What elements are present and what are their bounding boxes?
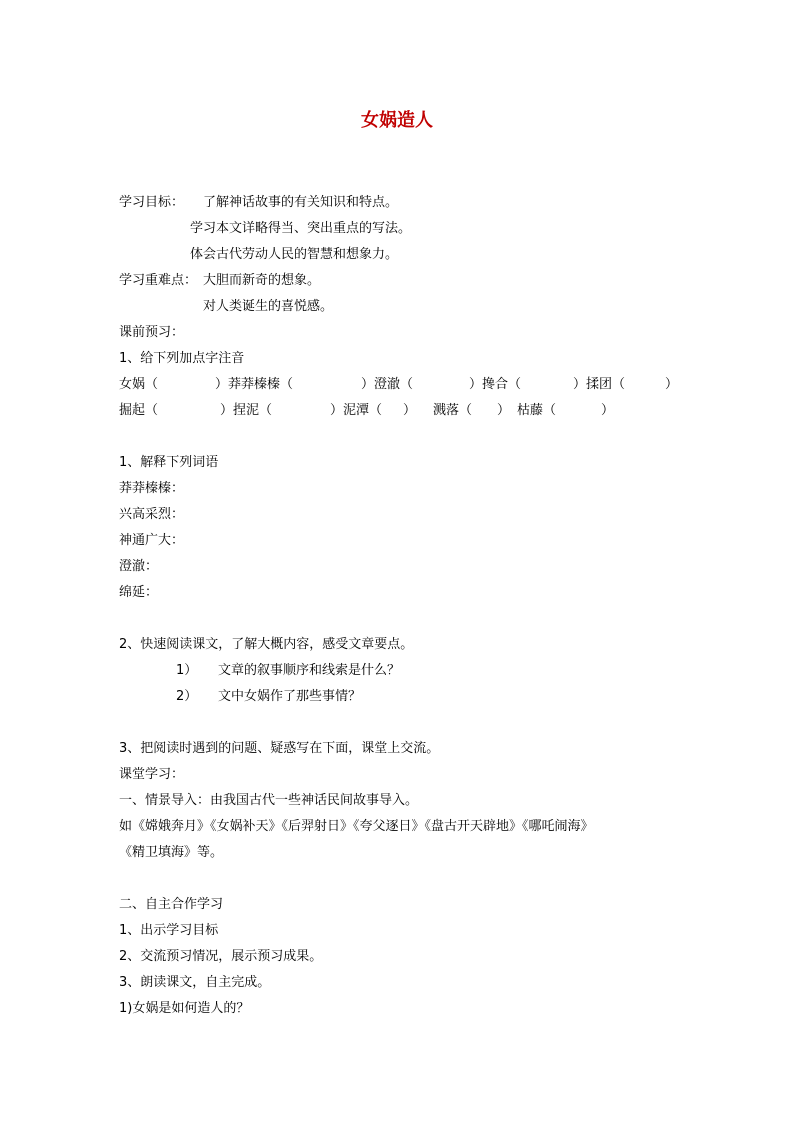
- pinyin-item: ）搀合（: [469, 377, 522, 392]
- section-intro-examples: 《精卫填海》等。: [119, 845, 224, 860]
- pinyin-item: ）: [497, 403, 511, 418]
- pinyin-item: ）莽莽榛榛（: [215, 377, 294, 392]
- goal-item: 体会古代劳动人民的智慧和想象力。: [190, 247, 399, 262]
- task-questions: 3、把阅读时遇到的问题、疑惑写在下面，课堂上交流。: [119, 741, 440, 756]
- key-points-label: 学习重难点：: [119, 273, 198, 288]
- task-terms: 1、解释下列词语: [119, 455, 219, 470]
- study-step: 1、出示学习目标: [119, 923, 219, 938]
- study-question: 1)女娲是如何造人的？: [119, 1001, 250, 1016]
- key-point-item: 大胆而新奇的想象。: [203, 273, 321, 288]
- pinyin-item: 女娲（: [119, 377, 159, 392]
- section-intro-examples: 如《嫦娥奔月》《女娲补天》《后羿射日》《夸父逐日》《盘古开天辟地》《哪吒闹海》: [119, 819, 594, 834]
- question-number: 1）: [176, 663, 198, 678]
- question-text: 文章的叙事顺序和线索是什么？: [218, 663, 401, 678]
- pinyin-item: 掘起（: [119, 403, 159, 418]
- term-item: 神通广大：: [119, 533, 185, 548]
- task-reading: 2、快速阅读课文，了解大概内容，感受文章要点。: [119, 637, 414, 652]
- question-number: 2）: [176, 689, 198, 704]
- pinyin-item: ）捏泥（: [220, 403, 273, 418]
- study-step: 3、朗读课文，自主完成。: [119, 975, 271, 990]
- goals-label: 学习目标：: [119, 195, 185, 210]
- pinyin-item: ）: [403, 403, 417, 418]
- term-item: 莽莽榛榛：: [119, 481, 185, 496]
- term-item: 兴高采烈：: [119, 507, 185, 522]
- term-item: 澄澈：: [119, 559, 159, 574]
- pinyin-item: ）澄澈（: [361, 377, 414, 392]
- pinyin-item: ）: [665, 377, 679, 392]
- goal-item: 了解神话故事的有关知识和特点。: [203, 195, 399, 210]
- pinyin-item: ）揉团（: [573, 377, 626, 392]
- study-step: 2、交流预习情况，展示预习成果。: [119, 949, 323, 964]
- pinyin-item: ）泥潭（: [330, 403, 383, 418]
- section-self-study: 二、自主合作学习: [119, 897, 224, 912]
- preview-heading: 课前预习：: [119, 325, 185, 340]
- pinyin-item: ）: [601, 403, 615, 418]
- pinyin-item: 溅落（: [433, 403, 473, 418]
- task-pinyin: 1、给下列加点字注音: [119, 351, 245, 366]
- class-heading: 课堂学习：: [119, 767, 185, 782]
- question-text: 文中女娲作了那些事情？: [218, 689, 362, 704]
- section-intro: 一、情景导入：由我国古代一些神话民间故事导入。: [119, 793, 419, 808]
- pinyin-item: 枯藤（: [517, 403, 557, 418]
- page-title: 女娲造人: [361, 110, 433, 131]
- goal-item: 学习本文详略得当、突出重点的写法。: [190, 221, 412, 236]
- key-point-item: 对人类诞生的喜悦感。: [203, 299, 334, 314]
- term-item: 绵延：: [119, 585, 159, 600]
